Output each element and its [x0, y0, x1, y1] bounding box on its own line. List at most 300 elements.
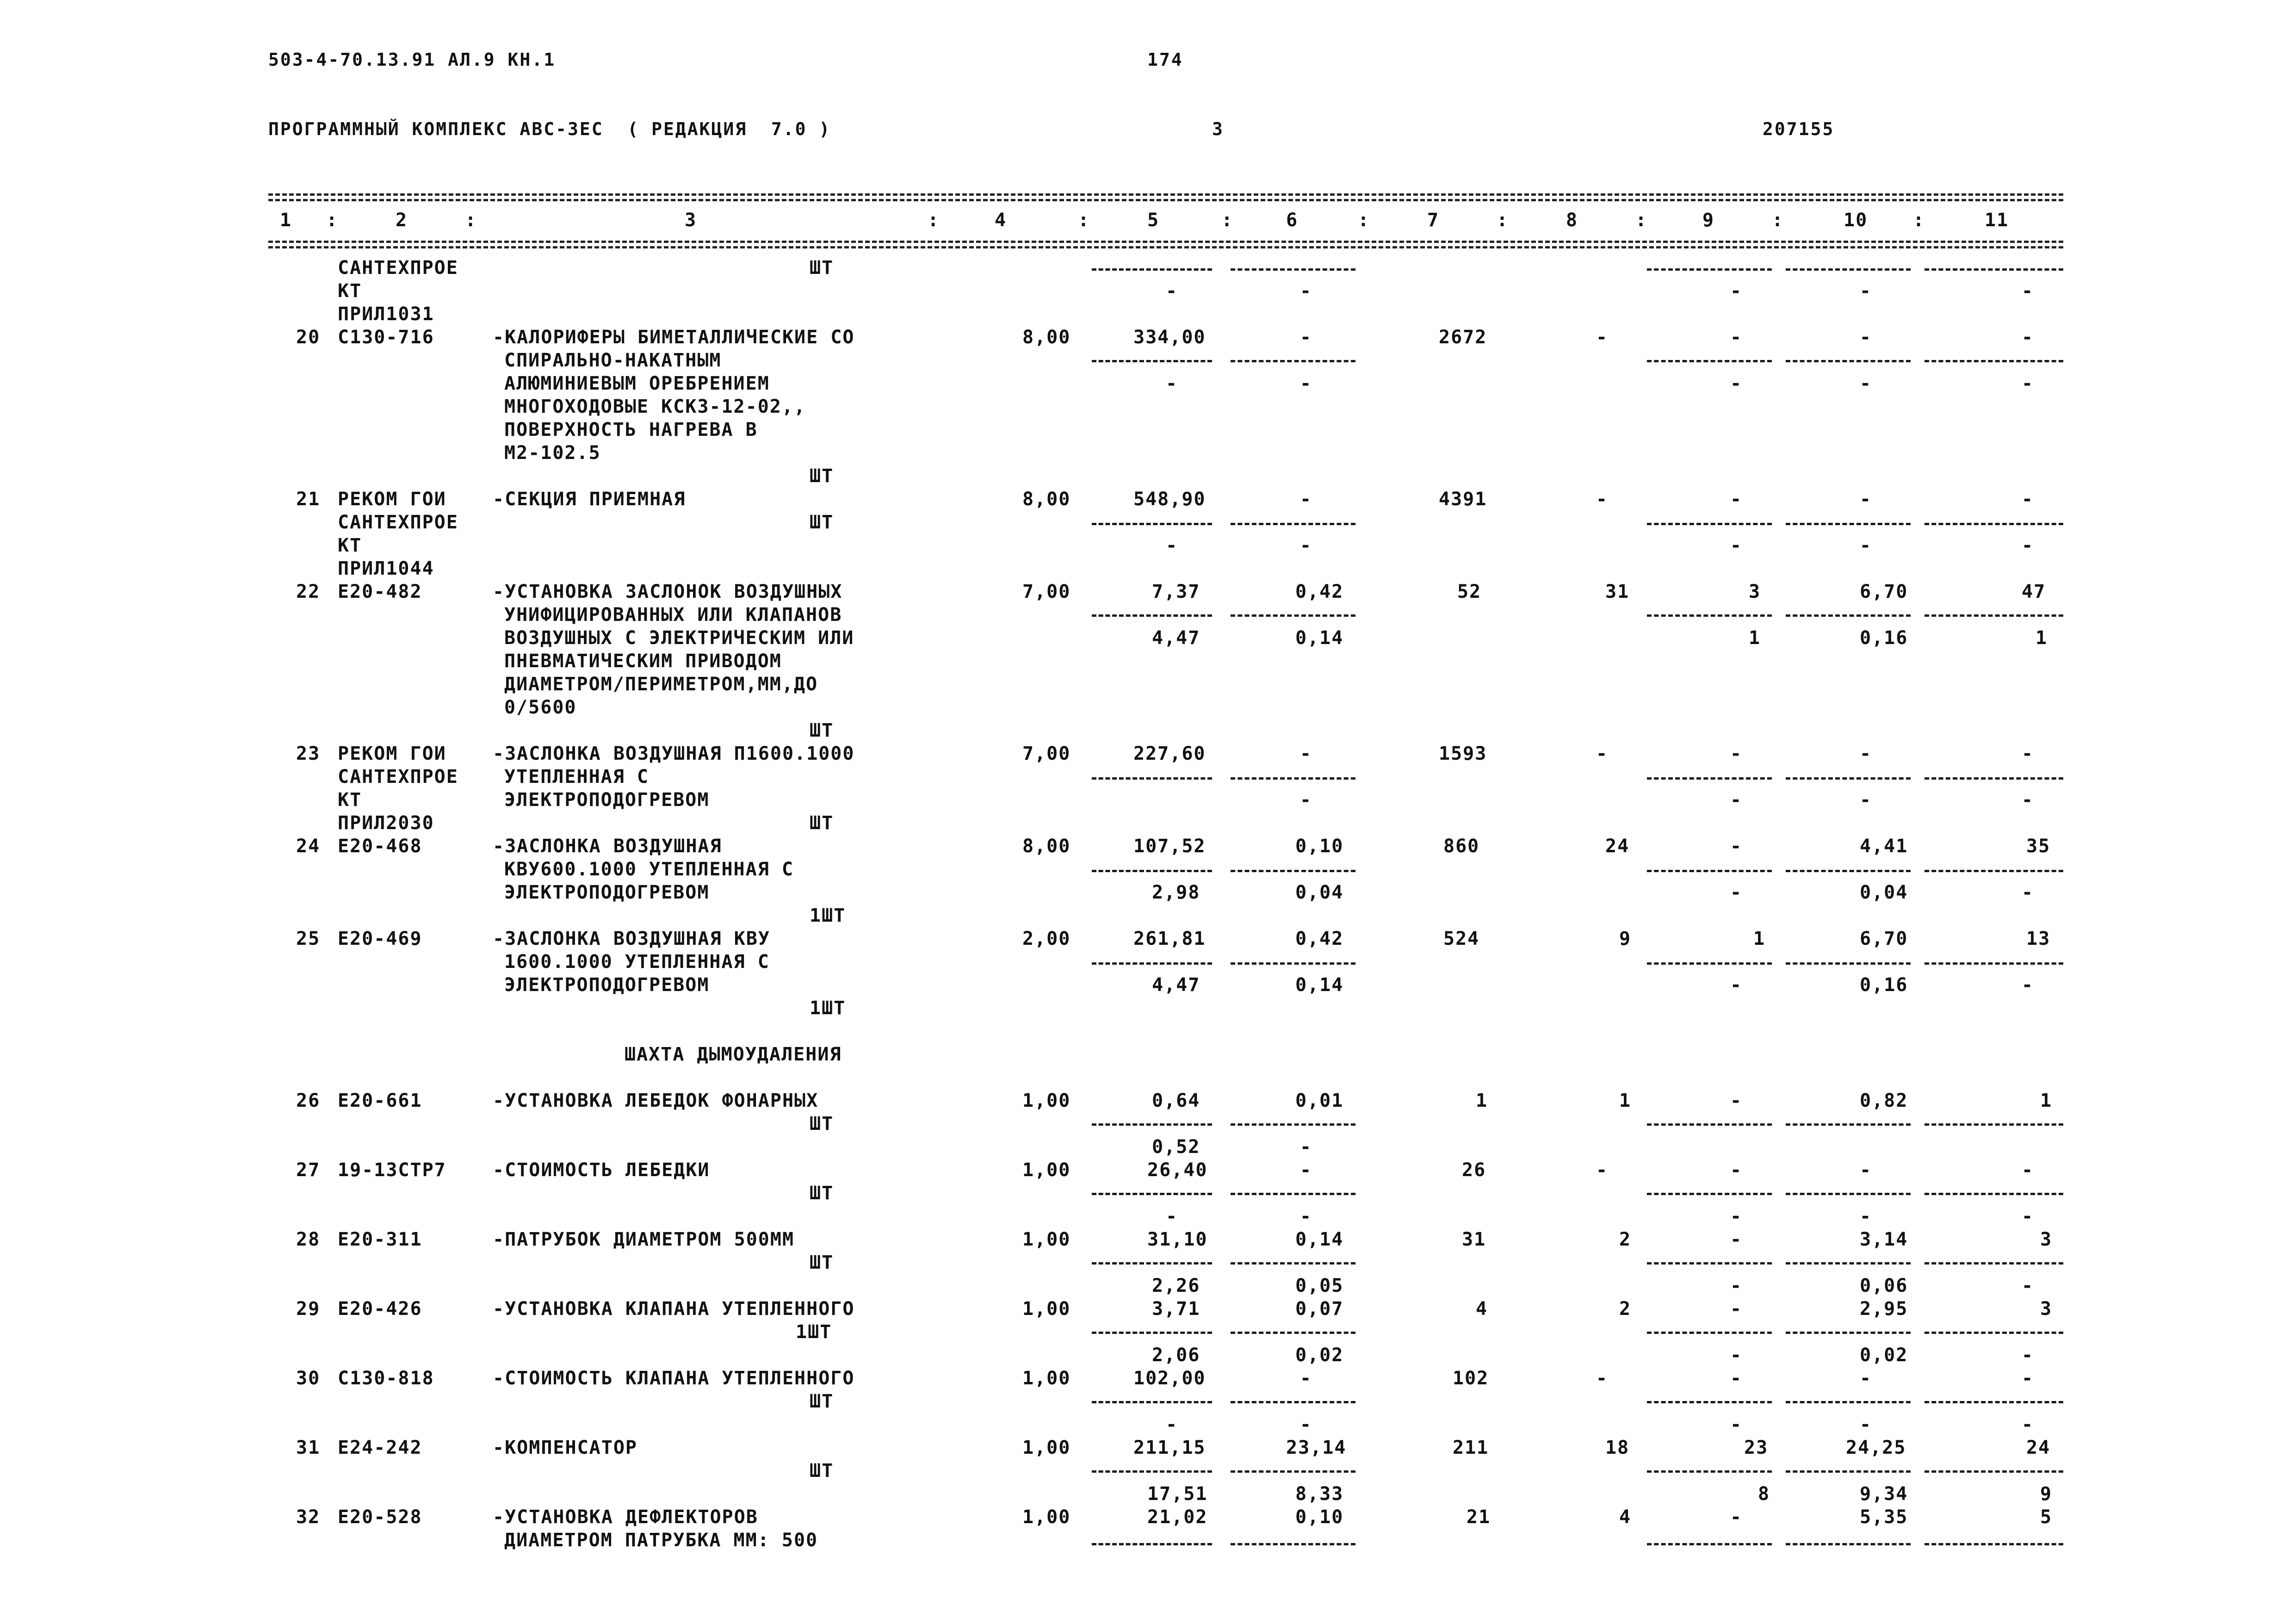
- divider: [1647, 360, 1772, 362]
- cell: -: [2022, 1206, 2034, 1227]
- cell: -: [1860, 489, 1872, 510]
- row-code: Е20-426: [338, 1298, 422, 1320]
- cell: -: [1730, 373, 1743, 394]
- cell: 524: [1443, 928, 1480, 949]
- cell: -: [1300, 373, 1312, 394]
- row-unit: ШТ: [810, 1460, 834, 1481]
- col-header-8: 8: [1566, 210, 1578, 231]
- divider: [1786, 360, 1911, 362]
- cell: 17,51: [1147, 1483, 1208, 1505]
- divider: [1092, 777, 1212, 780]
- cell: -: [1730, 974, 1743, 996]
- divider: [1231, 523, 1355, 525]
- divider: [1786, 962, 1911, 965]
- section-title: ШАХТА ДЫМОУДАЛЕНИЯ: [625, 1044, 842, 1065]
- row-description: ПОВЕРХНОСТЬ НАГРЕВА В: [504, 419, 758, 440]
- row-description: ЭЛЕКТРОПОДОГРЕВОМ: [504, 974, 710, 996]
- cell: 0,01: [1295, 1090, 1344, 1111]
- row-description: -УСТАНОВКА ДЕФЛЕКТОРОВ: [493, 1506, 758, 1528]
- document-code: 503-4-70.13.91 АЛ.9 КН.1: [268, 50, 556, 70]
- divider: [1647, 1470, 1772, 1473]
- row-code: САНТЕХПРОЕ: [338, 257, 458, 279]
- divider: [1231, 1543, 1355, 1545]
- cell: 0,16: [1860, 974, 1908, 996]
- divider: [1786, 1401, 1911, 1403]
- cell: -: [1300, 1414, 1312, 1435]
- cell: -: [1730, 1298, 1743, 1320]
- cell: -: [1730, 1229, 1743, 1250]
- cell: -: [1300, 1206, 1312, 1227]
- row-code: КТ: [338, 789, 362, 811]
- row-description: -СТОИМОСТЬ КЛАПАНА УТЕПЛЕННОГО: [493, 1368, 855, 1389]
- row-number: 28: [296, 1229, 321, 1250]
- cell: -: [2022, 1414, 2034, 1435]
- cell: 47: [2022, 581, 2046, 602]
- sheet-number: 3: [1212, 119, 1224, 139]
- divider: [1092, 360, 1212, 362]
- divider: [1786, 523, 1911, 525]
- cell: -: [2022, 882, 2034, 903]
- col-header-3: 3: [685, 210, 697, 231]
- row-description: -ПАТРУБОК ДИАМЕТРОМ 500ММ: [493, 1229, 795, 1250]
- row-qty: 1,00: [1022, 1090, 1071, 1111]
- divider: [1647, 870, 1772, 872]
- divider: [1231, 777, 1355, 780]
- divider: [1647, 1262, 1772, 1264]
- cell: -: [1860, 1368, 1872, 1389]
- divider: [1647, 1543, 1772, 1545]
- divider: [1786, 1470, 1911, 1473]
- cell: 334,00: [1133, 327, 1206, 348]
- cell: -: [1860, 280, 1872, 302]
- divider: [1231, 1401, 1355, 1403]
- cell: -: [2022, 535, 2034, 556]
- cell: -: [1166, 280, 1178, 302]
- row-code: САНТЕХПРОЕ: [338, 766, 458, 787]
- row-description: 0/5600: [504, 697, 577, 718]
- divider: [1786, 777, 1911, 780]
- cell: 2,98: [1152, 882, 1200, 903]
- cell: 2,26: [1152, 1275, 1200, 1296]
- cell: -: [1730, 327, 1743, 348]
- cell: -: [1596, 1159, 1609, 1181]
- cell: 4: [1619, 1506, 1632, 1528]
- cell: 8,33: [1295, 1483, 1344, 1505]
- cell: -: [1860, 327, 1872, 348]
- divider: [1647, 523, 1772, 525]
- divider: [1647, 962, 1772, 965]
- row-number: 23: [296, 743, 321, 764]
- cell: -: [2022, 1368, 2034, 1389]
- divider: [1786, 1193, 1911, 1195]
- cell: 211: [1453, 1437, 1489, 1458]
- col-header-1: 1: [280, 210, 292, 231]
- cell: 0,10: [1295, 836, 1344, 857]
- cell: 21,02: [1147, 1506, 1208, 1528]
- cell: -: [2022, 974, 2034, 996]
- cell: -: [1730, 280, 1743, 302]
- cell: -: [1730, 1414, 1743, 1435]
- col-sep: :: [1772, 210, 1784, 231]
- cell: 2672: [1439, 327, 1487, 348]
- divider: [1092, 1470, 1212, 1473]
- cell: -: [1860, 1159, 1872, 1181]
- row-code: Е20-528: [338, 1506, 422, 1528]
- cell: -: [1730, 535, 1743, 556]
- divider: [1924, 360, 2063, 362]
- cell: -: [1730, 1368, 1743, 1389]
- cell: -: [1860, 743, 1872, 764]
- cell: 31: [1462, 1229, 1486, 1250]
- divider: [1647, 614, 1772, 617]
- cell: 0,10: [1295, 1506, 1344, 1528]
- row-description: -СЕКЦИЯ ПРИЕМНАЯ: [493, 489, 686, 510]
- divider: [1092, 1123, 1212, 1126]
- col-sep: :: [928, 210, 940, 231]
- row-code: ПРИЛ2030: [338, 812, 434, 834]
- row-unit: ШТ: [810, 1183, 834, 1204]
- row-code: 19-13СТР7: [338, 1159, 446, 1181]
- row-unit: ШТ: [810, 1113, 834, 1134]
- col-header-11: 11: [1985, 210, 2009, 231]
- row-number: 24: [296, 836, 321, 857]
- divider: [1092, 1332, 1212, 1334]
- row-description: ЭЛЕКТРОПОДОГРЕВОМ: [504, 789, 710, 811]
- row-description: -СТОИМОСТЬ ЛЕБЕДКИ: [493, 1159, 710, 1181]
- row-description: УТЕПЛЕННАЯ С: [504, 766, 649, 787]
- divider: [1231, 962, 1355, 965]
- cell: -: [1300, 280, 1312, 302]
- row-unit: 1ШТ: [810, 905, 846, 926]
- divider: [1231, 1262, 1355, 1264]
- cell: 8: [1758, 1483, 1770, 1505]
- cell: 2,06: [1152, 1345, 1200, 1366]
- col-header-4: 4: [995, 210, 1007, 231]
- cell: -: [2022, 743, 2034, 764]
- cell: 0,14: [1295, 974, 1344, 996]
- cell: 0,42: [1295, 581, 1344, 602]
- divider: [1092, 1543, 1212, 1545]
- row-description: АЛЮМИНИЕВЫМ ОРЕБРЕНИЕМ: [504, 373, 770, 394]
- divider: [1924, 1401, 2063, 1403]
- cell: -: [1860, 373, 1872, 394]
- cell: -: [1730, 743, 1743, 764]
- cell: -: [1166, 1414, 1178, 1435]
- cell: -: [1300, 1368, 1312, 1389]
- row-number: 27: [296, 1159, 321, 1181]
- cell: -: [1730, 789, 1743, 811]
- divider: [1924, 1123, 2063, 1126]
- cell: -: [2022, 789, 2034, 811]
- row-description: КВУ600.1000 УТЕПЛЕННАЯ С: [504, 859, 794, 880]
- cell: -: [1596, 743, 1609, 764]
- code-number: 207155: [1763, 119, 1835, 139]
- divider: [1924, 1262, 2063, 1264]
- cell: 35: [2026, 836, 2051, 857]
- row-number: 29: [296, 1298, 321, 1320]
- cell: 0,04: [1860, 882, 1908, 903]
- cell: -: [1166, 1206, 1178, 1227]
- cell: 31,10: [1147, 1229, 1208, 1250]
- row-code: Е20-311: [338, 1229, 422, 1250]
- cell: 3,14: [1860, 1229, 1908, 1250]
- cell: 21: [1467, 1506, 1491, 1528]
- cell: 227,60: [1133, 743, 1206, 764]
- page-number: 174: [1147, 50, 1183, 70]
- row-unit: ШТ: [810, 1391, 834, 1412]
- divider: [1924, 268, 2063, 271]
- row-qty: 1,00: [1022, 1229, 1071, 1250]
- divider: [1647, 777, 1772, 780]
- cell: 0,16: [1860, 627, 1908, 649]
- divider: [1924, 1543, 2063, 1545]
- divider: [1231, 268, 1355, 271]
- divider: [1786, 614, 1911, 617]
- divider: [1924, 1193, 2063, 1195]
- cell: -: [1730, 1090, 1743, 1111]
- row-description: МНОГОХОДОВЫЕ КСК3-12-02,,: [504, 396, 806, 417]
- col-header-10: 10: [1844, 210, 1868, 231]
- divider: [1924, 870, 2063, 872]
- cell: 31: [1605, 581, 1630, 602]
- cell: -: [2022, 489, 2034, 510]
- cell: 24,25: [1846, 1437, 1906, 1458]
- row-number: 25: [296, 928, 321, 949]
- divider: [1786, 268, 1911, 271]
- col-sep: :: [1635, 210, 1648, 231]
- row-number: 32: [296, 1506, 321, 1528]
- col-sep: :: [1078, 210, 1090, 231]
- divider: [1786, 1262, 1911, 1264]
- cell: 0,07: [1295, 1298, 1344, 1320]
- cell: 102: [1453, 1368, 1489, 1389]
- cell: 18: [1605, 1437, 1630, 1458]
- cell: 1593: [1439, 743, 1487, 764]
- row-description: -КОМПЕНСАТОР: [493, 1437, 637, 1458]
- cell: 548,90: [1133, 489, 1206, 510]
- cell: 211,15: [1133, 1437, 1206, 1458]
- cell: 4,47: [1152, 627, 1200, 649]
- cell: -: [1166, 535, 1178, 556]
- col-sep: :: [326, 210, 339, 231]
- cell: -: [1860, 789, 1872, 811]
- cell: 0,02: [1860, 1345, 1908, 1366]
- row-description: ВОЗДУШНЫХ С ЭЛЕКТРИЧЕСКИМ ИЛИ: [504, 627, 854, 649]
- cell: 1: [1619, 1090, 1632, 1111]
- col-sep: :: [1913, 210, 1925, 231]
- col-sep: :: [1221, 210, 1234, 231]
- cell: 0,14: [1295, 627, 1344, 649]
- row-description: 1600.1000 УТЕПЛЕННАЯ С: [504, 951, 770, 973]
- cell: -: [1166, 373, 1178, 394]
- divider: [1092, 268, 1212, 271]
- row-code: КТ: [338, 280, 362, 302]
- cell: 261,81: [1133, 928, 1206, 949]
- header-rule-bottom: [268, 241, 2063, 243]
- divider: [1924, 962, 2063, 965]
- cell: -: [1730, 1506, 1743, 1528]
- cell: 2,95: [1860, 1298, 1908, 1320]
- cell: 6,70: [1860, 928, 1908, 949]
- cell: 0,05: [1295, 1275, 1344, 1296]
- row-code: С130-716: [338, 327, 434, 348]
- cell: 3: [2040, 1229, 2053, 1250]
- cell: 102,00: [1133, 1368, 1206, 1389]
- cell: 0,06: [1860, 1275, 1908, 1296]
- row-description: -УСТАНОВКА ЛЕБЕДОК ФОНАРНЫХ: [493, 1090, 819, 1111]
- cell: 1: [1476, 1090, 1488, 1111]
- cell: -: [1860, 535, 1872, 556]
- cell: -: [1300, 789, 1312, 811]
- row-qty: 1,00: [1022, 1368, 1071, 1389]
- cell: -: [1300, 743, 1312, 764]
- cell: -: [1300, 1136, 1312, 1158]
- cell: -: [2022, 1159, 2034, 1181]
- cell: -: [2022, 1345, 2034, 1366]
- header-rule-top: [268, 193, 2063, 196]
- row-description: -ЗАСЛОНКА ВОЗДУШНАЯ: [493, 836, 722, 857]
- cell: -: [1300, 1159, 1312, 1181]
- divider: [1231, 1332, 1355, 1334]
- cell: 9: [2040, 1483, 2053, 1505]
- row-unit: ШТ: [810, 812, 834, 834]
- cell: 3: [2040, 1298, 2053, 1320]
- row-qty: 1,00: [1022, 1159, 1071, 1181]
- cell: 1: [1753, 928, 1766, 949]
- row-description: УНИФИЦИРОВАННЫХ ИЛИ КЛАПАНОВ: [504, 604, 842, 626]
- row-description: -УСТАНОВКА ЗАСЛОНОК ВОЗДУШНЫХ: [493, 581, 843, 602]
- divider: [1647, 268, 1772, 271]
- cell: 4,41: [1860, 836, 1908, 857]
- cell: 24: [1605, 836, 1630, 857]
- cell: 1: [1749, 627, 1761, 649]
- header-rule-top-2: [268, 199, 2063, 201]
- divider: [1924, 614, 2063, 617]
- divider: [1647, 1332, 1772, 1334]
- cell: 9: [1619, 928, 1632, 949]
- header-rule-bottom-2: [268, 246, 2063, 248]
- divider: [1647, 1193, 1772, 1195]
- cell: 4: [1476, 1298, 1488, 1320]
- cell: 0,04: [1295, 882, 1344, 903]
- col-sep: :: [1358, 210, 1370, 231]
- col-header-2: 2: [396, 210, 408, 231]
- cell: 2: [1619, 1298, 1632, 1320]
- divider: [1231, 1193, 1355, 1195]
- row-description: -УСТАНОВКА КЛАПАНА УТЕПЛЕННОГО: [493, 1298, 855, 1320]
- divider: [1231, 614, 1355, 617]
- cell: -: [1300, 327, 1312, 348]
- cell: 1: [2040, 1090, 2053, 1111]
- divider: [1092, 1193, 1212, 1195]
- divider: [1924, 1332, 2063, 1334]
- row-code: Е20-468: [338, 836, 422, 857]
- cell: -: [1730, 882, 1743, 903]
- divider: [1092, 1401, 1212, 1403]
- row-description: -ЗАСЛОНКА ВОЗДУШНАЯ П1600.1000: [493, 743, 855, 764]
- row-description: -ЗАСЛОНКА ВОЗДУШНАЯ КВУ: [493, 928, 770, 949]
- row-description: ЭЛЕКТРОПОДОГРЕВОМ: [504, 882, 710, 903]
- divider: [1786, 1543, 1911, 1545]
- cell: 52: [1457, 581, 1482, 602]
- row-qty: 1,00: [1022, 1437, 1071, 1458]
- cell: -: [1300, 489, 1312, 510]
- program-line: ПРОГРАММНЫЙ КОМПЛЕКС АВС-3ЕС ( РЕДАКЦИЯ 7.0 ): [268, 119, 831, 139]
- divider: [1786, 1332, 1911, 1334]
- row-qty: 8,00: [1022, 327, 1071, 348]
- cell: -: [1730, 1206, 1743, 1227]
- divider: [1786, 1123, 1911, 1126]
- row-code: ПРИЛ1031: [338, 304, 434, 325]
- cell: 26: [1462, 1159, 1486, 1181]
- cell: 0,64: [1152, 1090, 1200, 1111]
- row-description: СПИРАЛЬНО-НАКАТНЫМ: [504, 350, 722, 371]
- cell: -: [1300, 535, 1312, 556]
- cell: -: [2022, 1275, 2034, 1296]
- row-number: 26: [296, 1090, 321, 1111]
- cell: 3: [1749, 581, 1761, 602]
- cell: 4391: [1439, 489, 1487, 510]
- row-unit: ШТ: [810, 720, 834, 741]
- cell: 4,47: [1152, 974, 1200, 996]
- row-unit: 1ШТ: [796, 1321, 832, 1343]
- row-qty: 8,00: [1022, 489, 1071, 510]
- cell: -: [2022, 327, 2034, 348]
- divider: [1092, 962, 1212, 965]
- cell: 2: [1619, 1229, 1632, 1250]
- cell: 13: [2026, 928, 2051, 949]
- divider: [1924, 1470, 2063, 1473]
- row-description: -КАЛОРИФЕРЫ БИМЕТАЛЛИЧЕСКИЕ СО: [493, 327, 855, 348]
- cell: 107,52: [1133, 836, 1206, 857]
- row-code: Е20-661: [338, 1090, 422, 1111]
- row-qty: 8,00: [1022, 836, 1071, 857]
- row-code: САНТЕХПРОЕ: [338, 512, 458, 533]
- cell: 7,37: [1152, 581, 1200, 602]
- divider: [1924, 777, 2063, 780]
- row-qty: 1,00: [1022, 1298, 1071, 1320]
- divider: [1092, 1262, 1212, 1264]
- cell: -: [1730, 1275, 1743, 1296]
- col-sep: :: [1497, 210, 1509, 231]
- row-number: 30: [296, 1368, 321, 1389]
- cell: 5: [2040, 1506, 2053, 1528]
- divider: [1231, 870, 1355, 872]
- row-unit: ШТ: [810, 257, 834, 279]
- cell: 0,52: [1152, 1136, 1200, 1158]
- cell: 0,82: [1860, 1090, 1908, 1111]
- cell: -: [2022, 280, 2034, 302]
- cell: 24: [2026, 1437, 2051, 1458]
- cell: 23,14: [1286, 1437, 1347, 1458]
- cell: -: [1730, 489, 1743, 510]
- divider: [1092, 523, 1212, 525]
- cell: 26,40: [1147, 1159, 1208, 1181]
- cell: -: [1860, 1414, 1872, 1435]
- col-header-7: 7: [1427, 210, 1440, 231]
- row-code: РЕКОМ ГОИ: [338, 489, 446, 510]
- cell: -: [2022, 373, 2034, 394]
- row-unit: 1ШТ: [810, 998, 846, 1019]
- row-code: Е24-242: [338, 1437, 422, 1458]
- cell: 6,70: [1860, 581, 1908, 602]
- divider: [1092, 870, 1212, 872]
- row-qty: 7,00: [1022, 581, 1071, 602]
- row-unit: ШТ: [810, 465, 834, 487]
- divider: [1924, 523, 2063, 525]
- row-unit: ШТ: [810, 1252, 834, 1273]
- row-code: ПРИЛ1044: [338, 558, 434, 579]
